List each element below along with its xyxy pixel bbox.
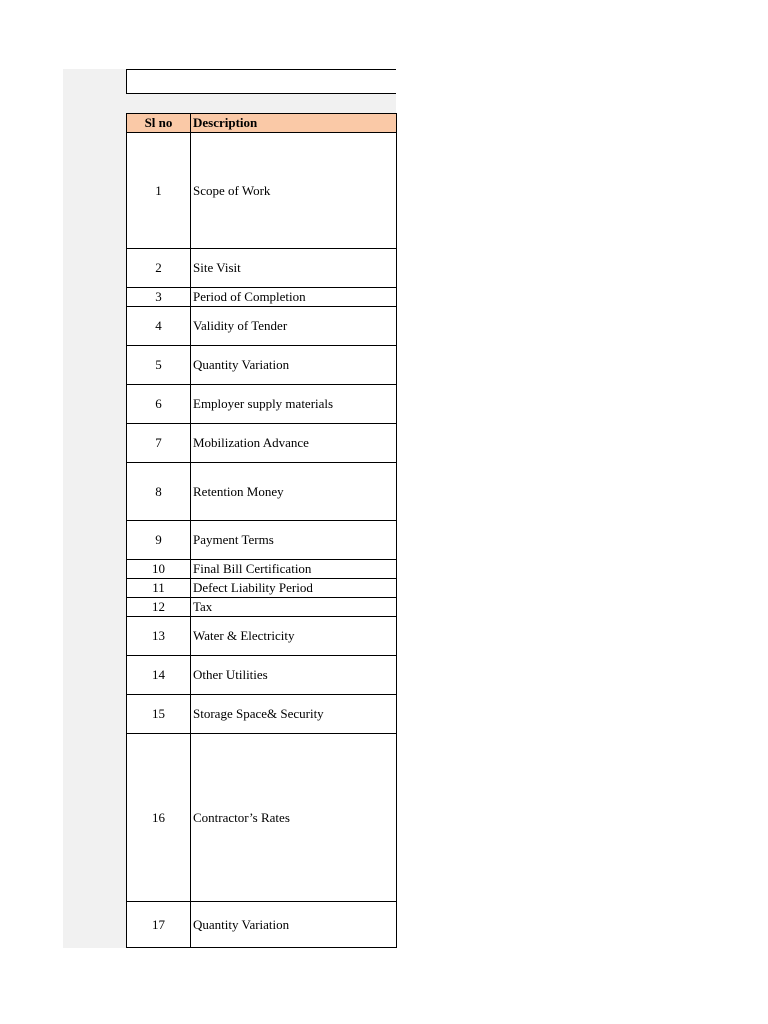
sl-no-cell[interactable]: 4 — [127, 307, 191, 346]
terms-table — [126, 113, 397, 948]
table-row — [127, 695, 397, 734]
sl-no-cell[interactable]: 1 — [127, 133, 191, 249]
table-row — [127, 346, 397, 385]
sl-no-cell[interactable]: 2 — [127, 249, 191, 288]
description-cell[interactable]: Other Utilities — [191, 656, 397, 695]
table-row — [127, 560, 397, 579]
description-cell[interactable]: Mobilization Advance — [191, 424, 397, 463]
description-cell[interactable]: Period of Completion — [191, 288, 397, 307]
header-description[interactable]: Description — [191, 114, 397, 133]
description-cell[interactable]: Storage Space& Security — [191, 695, 397, 734]
table-row — [127, 288, 397, 307]
table-row — [127, 902, 397, 948]
table-row — [127, 385, 397, 424]
table-row — [127, 463, 397, 521]
sl-no-cell[interactable]: 6 — [127, 385, 191, 424]
table-row — [127, 598, 397, 617]
description-cell[interactable]: Water & Electricity — [191, 617, 397, 656]
table-row — [127, 617, 397, 656]
table-row — [127, 734, 397, 902]
sl-no-cell[interactable]: 7 — [127, 424, 191, 463]
sl-no-cell[interactable]: 17 — [127, 902, 191, 948]
sl-no-cell[interactable]: 9 — [127, 521, 191, 560]
description-cell[interactable]: Validity of Tender — [191, 307, 397, 346]
description-cell[interactable]: Contractor’s Rates — [191, 734, 397, 902]
description-cell[interactable]: Payment Terms — [191, 521, 397, 560]
header-sl-no[interactable]: Sl no — [127, 114, 191, 133]
sl-no-cell[interactable]: 3 — [127, 288, 191, 307]
table-row — [127, 656, 397, 695]
sl-no-cell[interactable]: 13 — [127, 617, 191, 656]
table-row — [127, 133, 397, 249]
description-cell[interactable]: Retention Money — [191, 463, 397, 521]
description-cell[interactable]: Tax — [191, 598, 397, 617]
sl-no-cell[interactable]: 15 — [127, 695, 191, 734]
sl-no-cell[interactable]: 12 — [127, 598, 191, 617]
description-cell[interactable]: Quantity Variation — [191, 902, 397, 948]
title-cell[interactable] — [126, 69, 396, 94]
sl-no-cell[interactable]: 10 — [127, 560, 191, 579]
description-cell[interactable]: Defect Liability Period — [191, 579, 397, 598]
description-cell[interactable]: Employer supply materials — [191, 385, 397, 424]
table-row — [127, 307, 397, 346]
table-row — [127, 521, 397, 560]
description-cell[interactable]: Final Bill Certification — [191, 560, 397, 579]
description-cell[interactable]: Quantity Variation — [191, 346, 397, 385]
sl-no-cell[interactable]: 8 — [127, 463, 191, 521]
sl-no-cell[interactable]: 16 — [127, 734, 191, 902]
sl-no-cell[interactable]: 14 — [127, 656, 191, 695]
description-cell[interactable]: Scope of Work — [191, 133, 397, 249]
table-row — [127, 249, 397, 288]
header-row — [127, 114, 397, 133]
table-row — [127, 424, 397, 463]
table-row — [127, 579, 397, 598]
sl-no-cell[interactable]: 11 — [127, 579, 191, 598]
description-cell[interactable]: Site Visit — [191, 249, 397, 288]
sl-no-cell[interactable]: 5 — [127, 346, 191, 385]
